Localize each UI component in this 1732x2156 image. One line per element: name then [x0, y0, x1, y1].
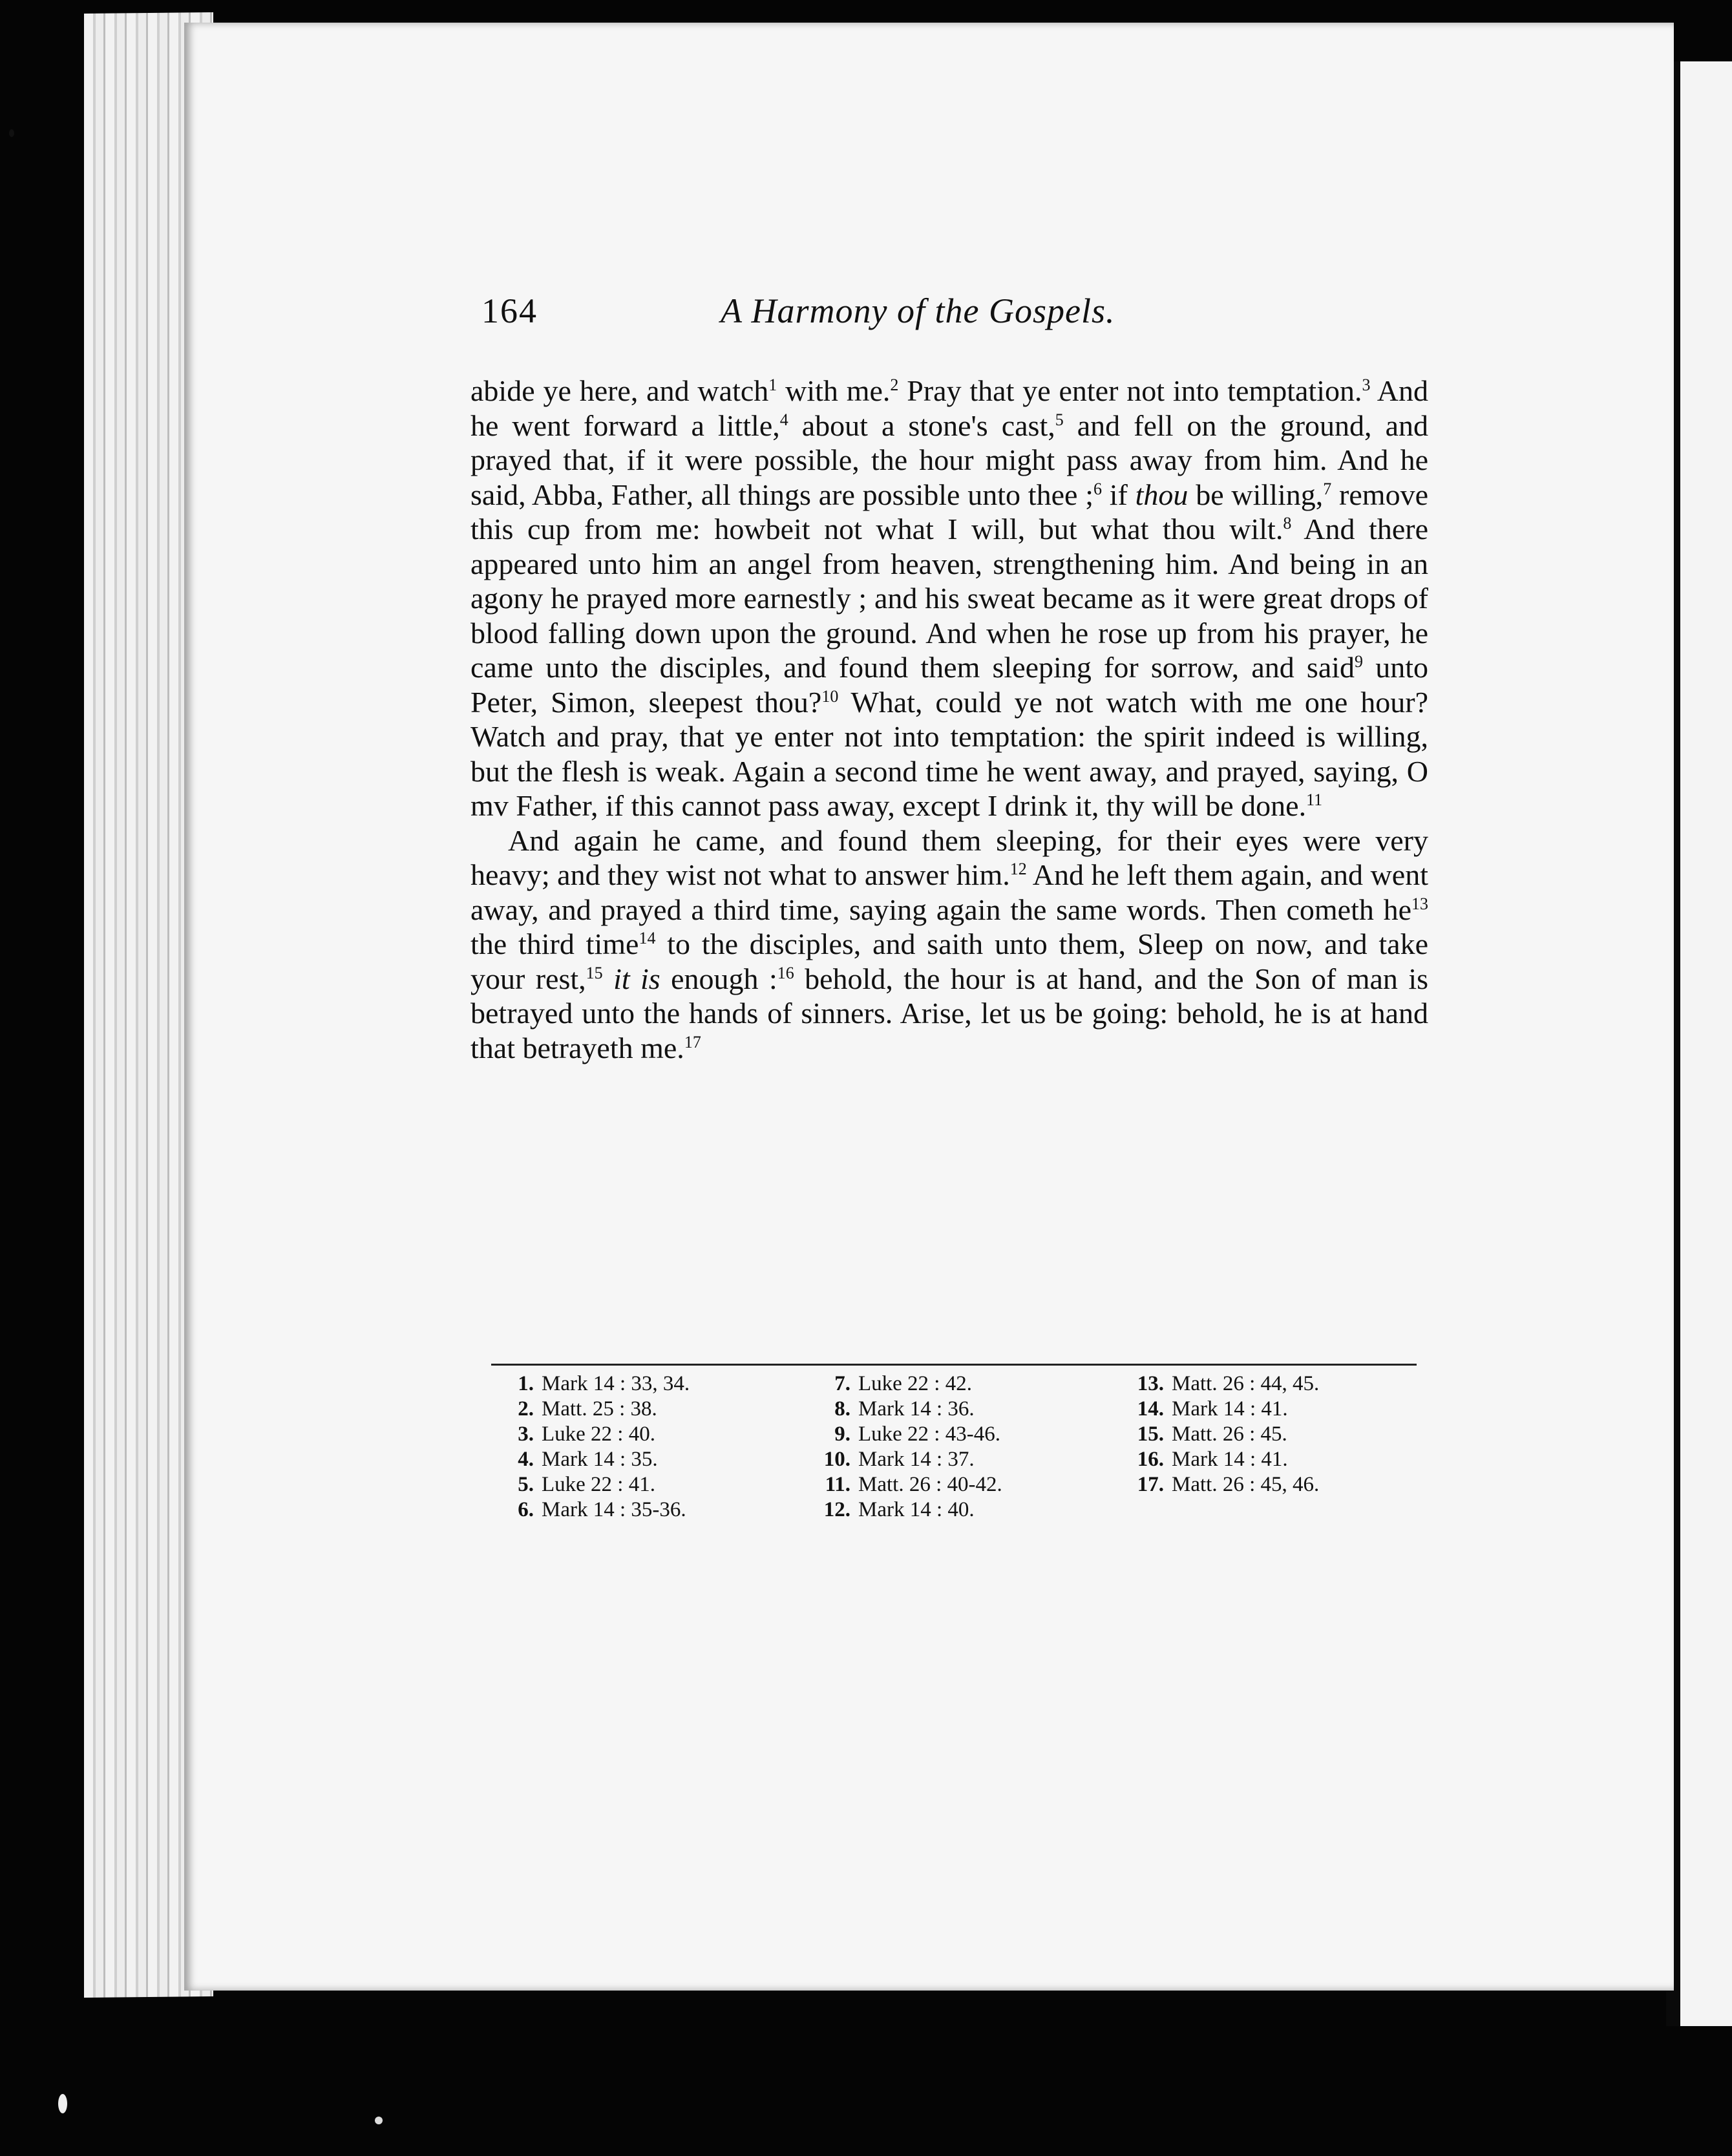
footnote-number: 17.	[1137, 1473, 1164, 1496]
text-run: enough :	[660, 962, 777, 995]
italic-text: it is	[613, 962, 660, 995]
footnote	[498, 1472, 690, 1497]
scan-speck	[375, 2117, 383, 2124]
footnote-number: 7.	[834, 1372, 850, 1395]
footnote-marker: 17	[684, 1032, 701, 1052]
text-run: with me.	[777, 374, 891, 407]
footnote-reference: Mark 14 : 41.	[1172, 1397, 1288, 1421]
footnote-reference: Mark 14 : 35-36.	[542, 1498, 686, 1521]
footnote-number: 13.	[1137, 1372, 1164, 1395]
footnote-reference: Matt. 26 : 40-42.	[858, 1473, 1002, 1496]
footnote	[1128, 1472, 1319, 1497]
body-paragraph	[470, 823, 1428, 1066]
footnote-number: 6.	[518, 1498, 534, 1521]
footnote	[814, 1472, 1002, 1497]
footnote-reference: Matt. 25 : 38.	[542, 1397, 657, 1421]
text-run: Pray that ye enter not into temptation.	[898, 374, 1362, 407]
footnote-number: 5.	[518, 1473, 534, 1496]
footnote	[814, 1497, 1002, 1523]
footnote-number: 14.	[1137, 1397, 1164, 1421]
footnote-marker: 6	[1093, 479, 1102, 498]
footnote	[498, 1447, 690, 1472]
text-run: And there appeared unto him an angel from heaven, strengthening him. And being in an agony he prayed more earnestly ; and his sweat became as it were great drops of blood falling down upon the ground. And when he rose up from his prayer, he came unto the disciples, and found them sleeping for sorrow, and said	[470, 513, 1428, 684]
footnote-marker: 15	[586, 963, 603, 982]
footnote-column-3	[1128, 1371, 1319, 1497]
footnote-number: 4.	[518, 1448, 534, 1471]
footnote-number: 15.	[1137, 1422, 1164, 1446]
footnote-marker: 12	[1009, 860, 1027, 878]
footnote-marker: 4	[779, 410, 788, 429]
footnote-reference: Luke 22 : 40.	[542, 1422, 655, 1446]
footnote-rule	[491, 1364, 1417, 1366]
footnote-number: 10.	[823, 1448, 850, 1471]
text-run: What, could ye not watch with me one hour? Watch and pray, that ye enter not into temptation: the spirit indeed is willing, but the flesh is weak. Again a second time he went away, and prayed, saying, O mv Father, if this cannot pass away, except I drink it, thy will be done.	[470, 685, 1428, 822]
footnote-reference: Mark 14 : 41.	[1172, 1448, 1288, 1471]
footnote	[814, 1447, 1002, 1472]
footnote-reference: Luke 22 : 41.	[542, 1473, 655, 1496]
footnote	[1128, 1397, 1319, 1422]
text-run: And again he came, and found them sleeping, for their eyes were very heavy; and they wist not what to answer him.	[470, 823, 1428, 891]
footnote-number: 1.	[518, 1372, 534, 1395]
text-run: behold, the hour is at hand, and the Son of man is betrayed unto the hands of sinners. Arise, let us be going: behold, he is at hand that betrayeth me.	[470, 962, 1429, 1064]
body-text	[470, 374, 1428, 1065]
footnote	[1128, 1447, 1319, 1472]
footnote	[498, 1422, 690, 1447]
footnote-number: 12.	[823, 1498, 850, 1521]
footnote-number: 8.	[834, 1397, 850, 1421]
footnote	[1128, 1422, 1319, 1447]
footnote-marker: 10	[821, 686, 839, 706]
footnote-marker: 11	[1306, 790, 1323, 809]
footnote-marker: 9	[1355, 652, 1364, 671]
footnote-reference: Luke 22 : 42.	[858, 1372, 972, 1395]
page-header	[481, 291, 1212, 349]
footnote	[814, 1422, 1002, 1447]
footnote-reference: Luke 22 : 43-46.	[858, 1422, 1000, 1446]
scan-speck	[9, 129, 14, 137]
footnote-reference: Mark 14 : 35.	[542, 1448, 658, 1471]
text-run: unto Peter, Simon, sleepest thou?	[470, 651, 1429, 719]
text-run: be willing,	[1188, 478, 1324, 511]
footnote-number: 9.	[834, 1422, 850, 1446]
footnote-marker: 3	[1362, 375, 1371, 394]
footnote-number: 11.	[825, 1473, 850, 1496]
footnote	[814, 1397, 1002, 1422]
body-paragraph	[470, 374, 1428, 823]
text-run: remove this cup from me: howbeit not what I will, but what thou wilt.	[470, 478, 1428, 545]
footnote-number: 3.	[518, 1422, 534, 1446]
footnote-marker: 13	[1411, 894, 1428, 913]
footnote	[498, 1371, 690, 1397]
running-title: A Harmony of the Gospels.	[721, 291, 1115, 330]
footnote-marker: 7	[1323, 479, 1332, 498]
footnote-marker: 14	[639, 929, 656, 947]
footnote-number: 16.	[1137, 1448, 1164, 1471]
text-run: the third time	[470, 927, 639, 960]
page-number: 164	[481, 291, 538, 330]
footnote-marker: 5	[1055, 410, 1064, 429]
footnote	[498, 1397, 690, 1422]
footnote-marker: 1	[768, 375, 777, 394]
footnote-reference: Mark 14 : 33, 34.	[542, 1372, 690, 1395]
footnote	[498, 1497, 690, 1523]
footnote-column-1	[498, 1371, 690, 1523]
scan-speck	[58, 2094, 67, 2113]
text-run: about a stone's cast,	[788, 408, 1055, 442]
text-run: to the disciples, and saith unto them, Sleep on now, and take your rest,	[470, 927, 1428, 995]
footnote-reference: Matt. 26 : 44, 45.	[1172, 1372, 1320, 1395]
facing-page-edge	[1680, 61, 1732, 2026]
text-run: And he went forward a little,	[470, 374, 1428, 442]
footnote-reference: Mark 14 : 36.	[858, 1397, 975, 1421]
footnote-reference: Mark 14 : 37.	[858, 1448, 975, 1471]
footnote-reference: Matt. 26 : 45, 46.	[1172, 1473, 1320, 1496]
footnote-reference: Mark 14 : 40.	[858, 1498, 975, 1521]
footnote-marker: 16	[777, 963, 794, 982]
text-run: abide ye here, and watch	[470, 374, 769, 407]
footnote-column-2	[814, 1371, 1002, 1523]
footnote-marker: 8	[1283, 514, 1292, 533]
text-run: And he left them again, and went away, and prayed a third time, saying again the same words. Then cometh he	[470, 858, 1428, 926]
footnotes	[491, 1371, 1417, 1539]
footnote	[1128, 1371, 1319, 1397]
text-run	[603, 962, 613, 995]
footnote	[814, 1371, 1002, 1397]
footnote-reference: Matt. 26 : 45.	[1172, 1422, 1287, 1446]
text-run: if	[1101, 478, 1135, 511]
text-run: and fell on the ground, and prayed that, if it were possible, the hour might pass away from him. And he said, Abba, Father, all things are possible unto thee ;	[470, 408, 1428, 511]
italic-text: thou	[1135, 478, 1188, 511]
footnote-marker: 2	[890, 375, 899, 394]
footnote-number: 2.	[518, 1397, 534, 1421]
